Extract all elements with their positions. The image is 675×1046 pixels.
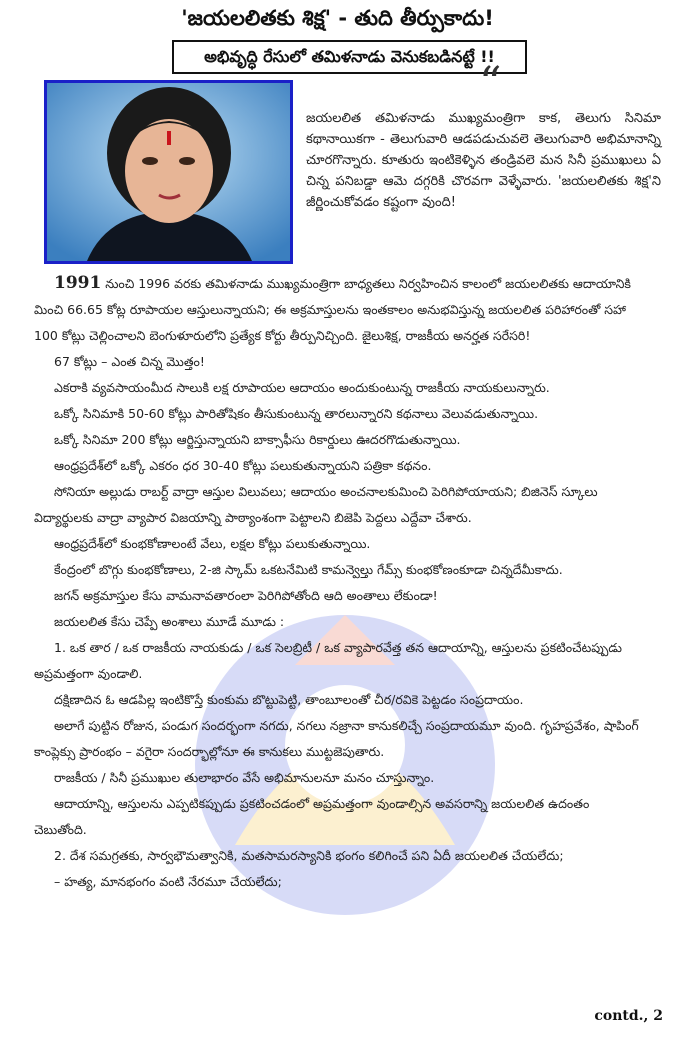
lead-paragraph: [34, 270, 646, 349]
lead-year: 1991: [54, 273, 102, 293]
pull-quote: జయలలిత తమిళనాడు ముఖ్యమంత్రిగా కాక, తెలుగు సినిమా కథానాయికగా - తెలుగువారి ఆడపడుచువలె తెలుగువారి అభిమానాన్ని చూరగొన్నారు. కూతురు ఇంటికెళ్ళిన తండ్రివలె మన సినీ ప్రముఖులు ఏ చిన్న పనిబడ్డా ఆమె దగ్గరికి చొరవగా వెళ్ళేవారు. 'జయలలితకు శిక్ష'ని జీర్ణించుకోవడం కష్టంగా వుంది!: [306, 111, 661, 210]
portrait-image: [47, 83, 290, 261]
paragraph: 1. ఒక తార / ఒక రాజకీయ నాయకుడు / ఒక సెలబ్రిటీ / ఒక వ్యాపారవేత్త తన ఆదాయాన్ని, ఆస్తులను ప్రకటించేటప్పుడు అప్రమత్తంగా వుండాలి.: [34, 640, 622, 681]
lead-text: నుంచి 1996 వరకు తమిళనాడు ముఖ్యమంత్రిగా బాధ్యతలు నిర్వహించిన కాలంలో జయలలితకు ఆదాయానికి మించి 66.65 కోట్ల రూపాయల ఆస్తులున్నాయని; ఈ అక్రమాస్తులను ఇంతకాలం అనుభవిస్తున్న జయలలిత పరిహారంతో సహా 100 కోట్లు చెల్లించాలని బెంగుళూరులోని ప్రత్యేక కోర్టు తీర్పునిచ్చింది. జైలుశిక్ష, రాజకీయ అనర్హత సరేసరి!: [34, 276, 631, 343]
page-title: 'జయలలితకు శిక్ష' - తుది తీర్పుకాదు!: [181, 6, 494, 30]
continued-label: contd., 2: [594, 1008, 663, 1024]
page-subtitle: అభివృద్ధి రేసులో తమిళనాడు వెనుకబడినట్టే !!: [172, 40, 527, 74]
paragraph: ఒక్కో సినిమాకి 50-60 కోట్లు పారితోషికం తీసుకుంటున్న తారలున్నారని కథనాలు వెలువడుతున్నాయి.: [54, 406, 539, 421]
quote-mark: “: [479, 58, 502, 109]
paragraph: అలాగే పుట్టిన రోజున, పండుగ సందర్భంగా నగదు, నగలు నజ్రానా కానుకలిచ్చే సంప్రదాయమూ వుంది. గృహప్రవేశం, షాపింగ్ కాంప్లెక్సు ప్రారంభం – వగైరా సందర్భాల్లోనూ ఈ కానుకలు ముట్టజెపుతారు.: [34, 718, 639, 759]
paragraph: 67 కోట్లు – ఎంత చిన్న మొత్తం!: [54, 354, 205, 369]
paragraph: సోనియా అల్లుడు రాబర్ట్ వాద్రా ఆస్తుల విలువలు; ఆదాయం అంచనాలకుమించి పెరిగిపోయాయని; బిజినెస్ స్కూలు విద్యార్థులకు వాద్రా వ్యాపార విజయాన్ని పాఠ్యాంశంగా పెట్టాలని బిజెపి పెద్దలు ఎద్దేవా చేశారు.: [34, 484, 598, 525]
paragraph: రాజకీయ / సినీ ప్రముఖుల తులాభారం వేసే అభిమానులనూ మనం చూస్తున్నాం.: [54, 770, 435, 785]
paragraph: జయలలిత కేసు చెప్పే అంశాలు మూడే మూడు :: [54, 614, 285, 629]
paragraph: – హత్య, మానభంగం వంటి నేరమూ చేయలేదు;: [54, 874, 282, 889]
paragraph: ఆంధ్రప్రదేశ్‌లో కుంభకోణాలంటే వేలు, లక్షల కోట్లు పలుకుతున్నాయి.: [54, 536, 371, 551]
paragraph: దక్షిణాదిన ఓ ఆడపిల్ల ఇంటికొస్తే కుంకుమ బొట్టుపెట్టి, తాంబూలంతో చీర/రవికె పెట్టడం సంప్రదాయం.: [54, 692, 524, 707]
paragraph: ఎకరాకి వ్యవసాయంమీద సాలుకి లక్ష రూపాయల ఆదాయం అందుకుంటున్న రాజకీయ నాయకులున్నారు.: [54, 380, 550, 395]
paragraph: ఒక్కో సినిమా 200 కోట్లు ఆర్జిస్తున్నాయని బాక్సాఫీసు రికార్డులు ఊదరగొడుతున్నాయి.: [54, 432, 461, 447]
paragraph: ఆదాయాన్ని, ఆస్తులను ఎప్పటికప్పుడు ప్రకటించడంలో అప్రమత్తంగా వుండాల్సిన అవసరాన్ని జయలలిత ఉదంతం చెబుతోంది.: [34, 796, 590, 837]
paragraph: ఆంధ్రప్రదేశ్‌లో ఒక్కో ఎకరం ధర 30-40 కోట్లు పలుకుతున్నాయని పత్రికా కథనం.: [54, 458, 432, 473]
paragraph: జగన్ అక్రమాస్తుల కేసు వామనావతారంలా పెరిగిపోతోంది ఆది అంతాలు లేకుండా!: [54, 588, 438, 603]
portrait-photo: [44, 80, 293, 264]
paragraph: కేంద్రంలో బొగ్గు కుంభకోణాలు, 2-జి స్కామ్ ఒకటనేమిటి కామన్వెల్తు గేమ్స్ కుంభకోణంకూడా చిన్నదేమీకాదు.: [54, 562, 563, 577]
paragraph: 2. దేశ సమగ్రతకు, సార్వభౌమత్వానికి, మతసామరస్యానికి భంగం కలిగించే పని ఏదీ జయలలిత చేయలేదు;: [54, 848, 564, 863]
article-body: [34, 270, 646, 895]
